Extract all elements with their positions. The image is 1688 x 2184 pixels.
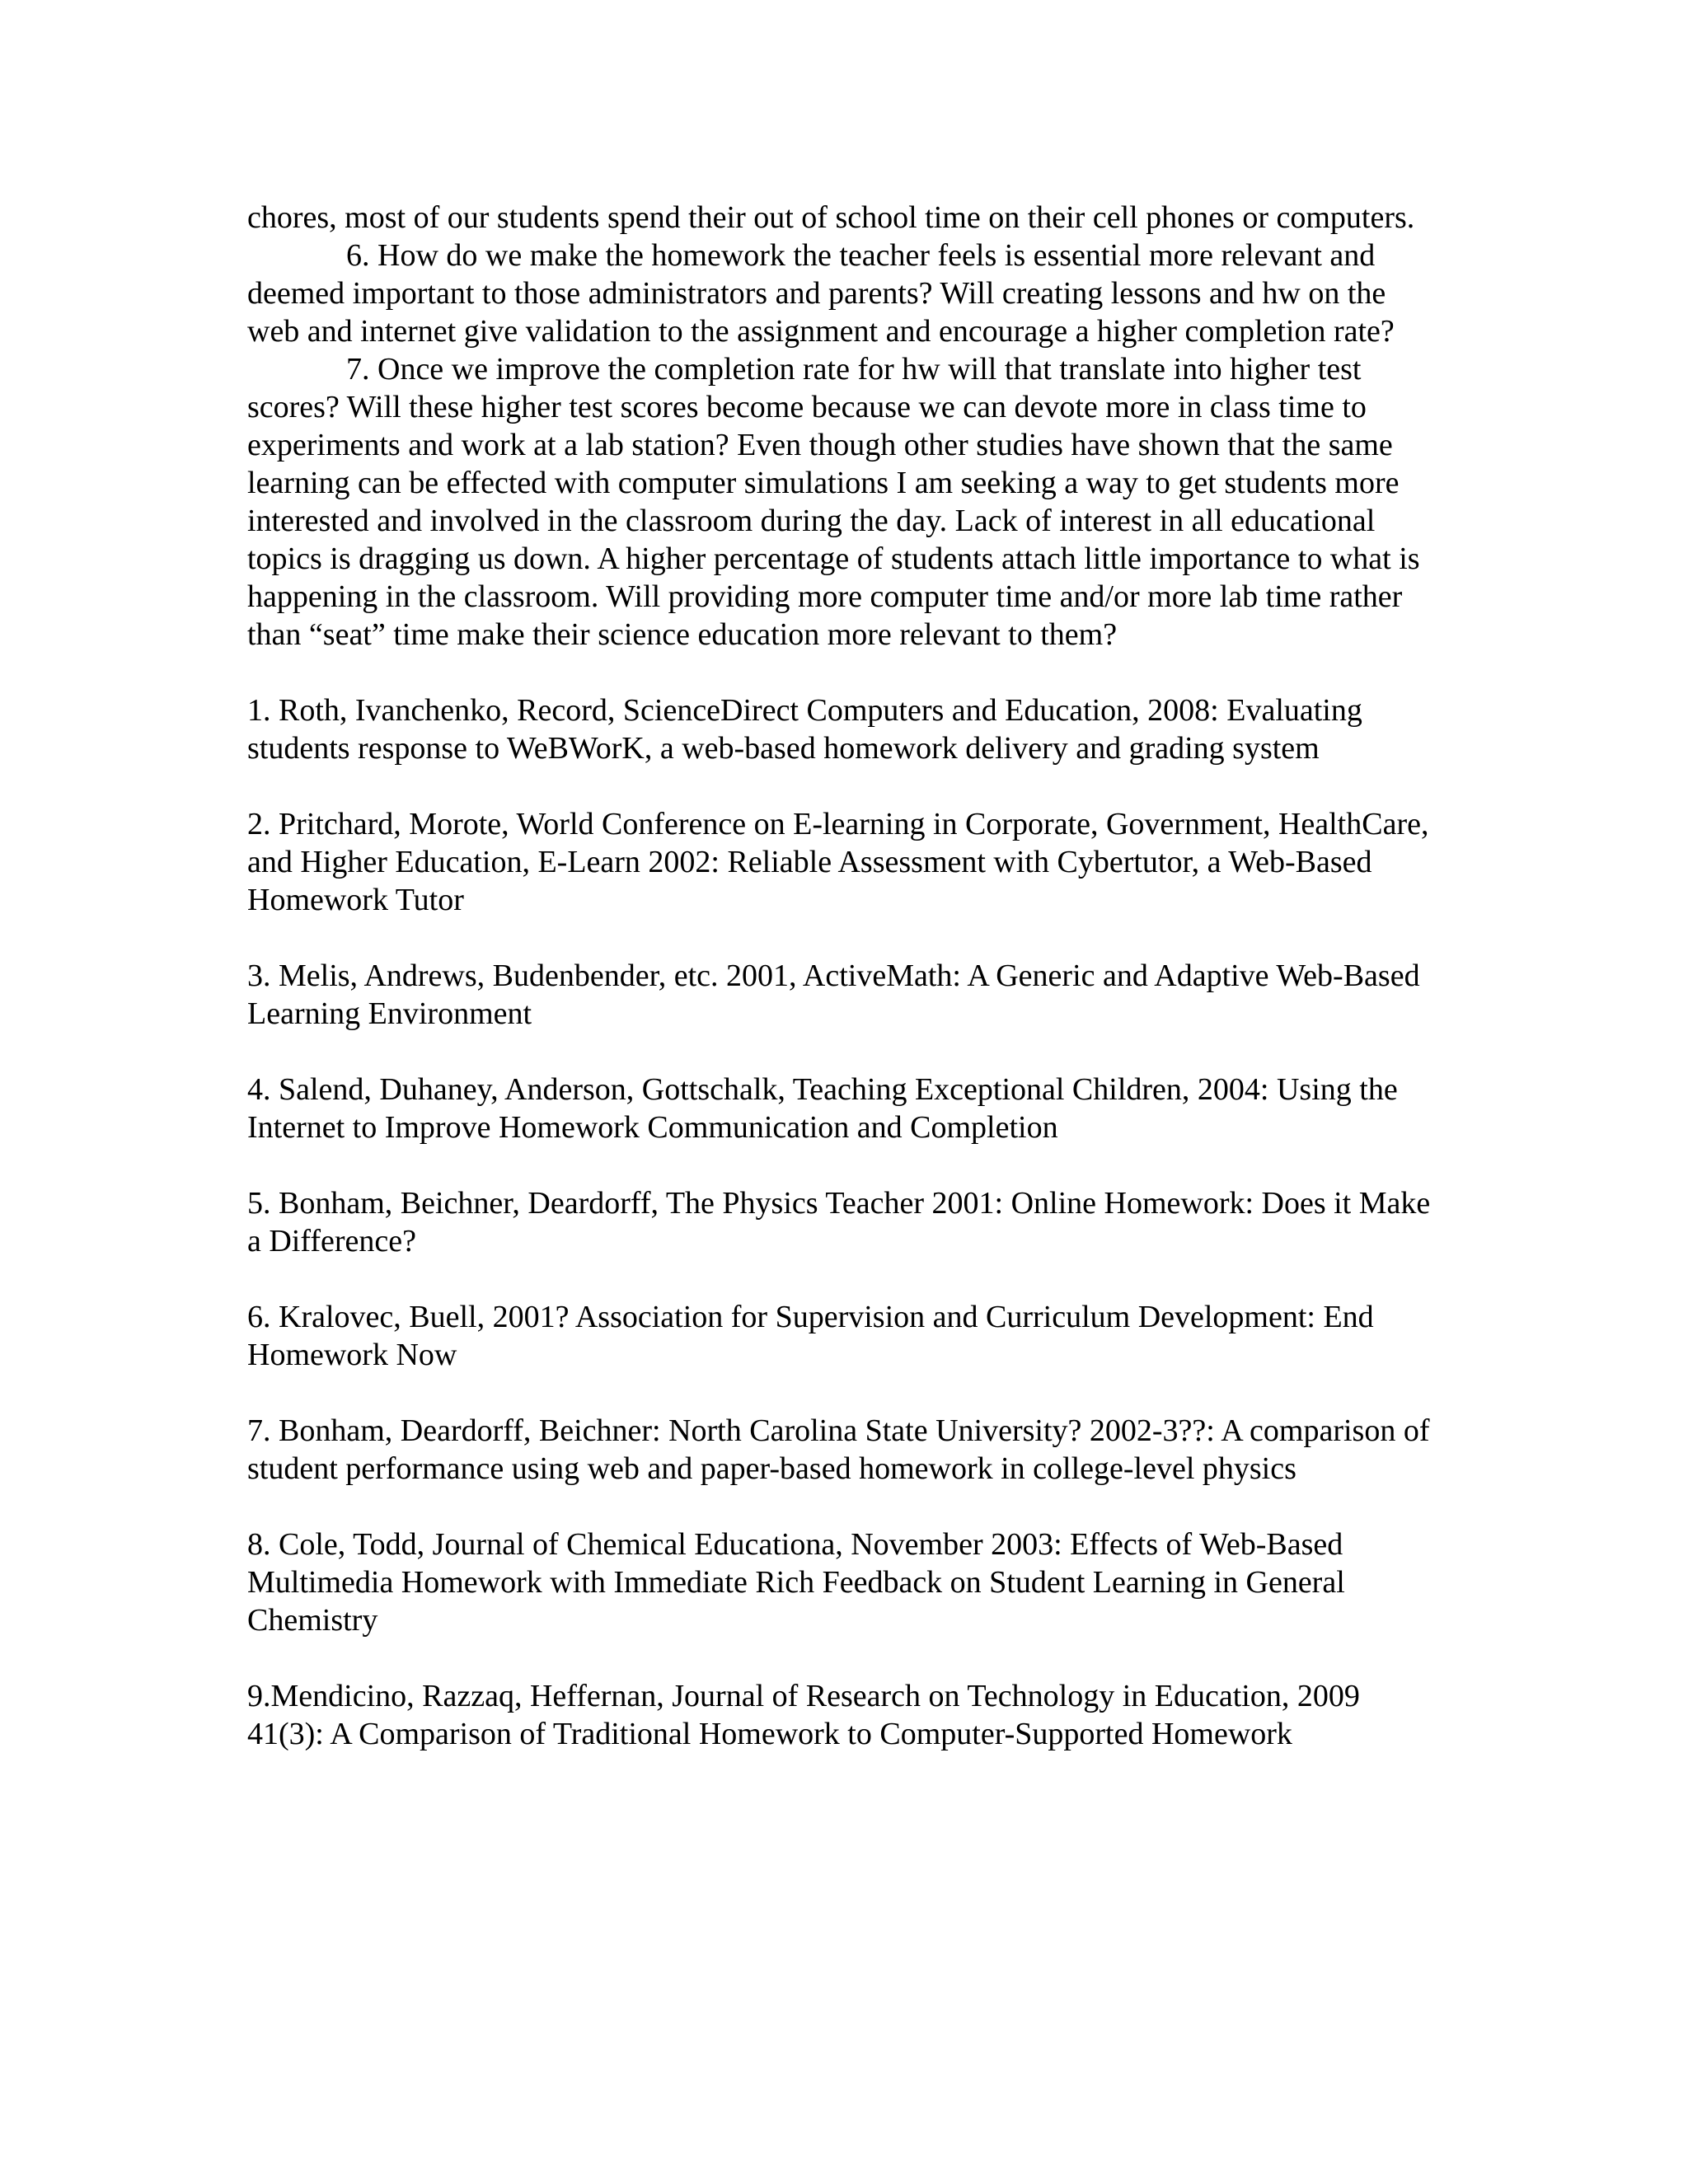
spacer [247,1639,1438,1677]
spacer [247,919,1438,957]
reference-item-9: 9.Mendicino, Razzaq, Heffernan, Journal of Research on Technology in Education, 2009 41(3): A Comparison of Traditional Homework to Computer-Supported Homework [247,1679,1360,1751]
reference-item-2: 2. Pritchard, Morote, World Conference on E-learning in Corporate, Government, HealthCare, and Higher Education, E-Learn 2002: Reliable Assessment with Cybertutor, a Web-Based Homework Tutor [247,807,1429,917]
spacer [247,1146,1438,1184]
reference-item-8: 8. Cole, Todd, Journal of Chemical Educationa, November 2003: Effects of Web-Based Multimedia Homework with Immediate Rich Feedback on Student Learning in General Chemistry [247,1527,1345,1638]
document-body [247,199,1438,1753]
spacer [247,654,1438,691]
reference-item-3: 3. Melis, Andrews, Budenbender, etc. 2001, ActiveMath: A Generic and Adaptive Web-Based Learning Environment [247,958,1420,1031]
spacer [247,767,1438,805]
spacer [247,1374,1438,1412]
question-6-paragraph: 6. How do we make the homework the teacher feels is essential more relevant and deemed important to those administrators and parents? Will creating lessons and hw on the web and internet give validation to the assignment and encourage a higher completion rate? [247,238,1395,349]
reference-item-6: 6. Kralovec, Buell, 2001? Association for Supervision and Curriculum Development: End Homework Now [247,1300,1374,1372]
reference-item-4: 4. Salend, Duhaney, Anderson, Gottschalk, Teaching Exceptional Children, 2004: Using the Internet to Improve Homework Communication and Completion [247,1072,1398,1145]
spacer [247,1033,1438,1071]
question-7-paragraph: 7. Once we improve the completion rate for hw will that translate into higher test scores? Will these higher test scores become because we can devote more in class time to experiments and work at a lab station? Even though other studies have shown that the same learning can be effected with computer simulations I am seeking a way to get students more interested and involved in the classroom during the day. Lack of interest in all educational topics is dragging us down. A higher percentage of students attach little importance to what is happening in the classroom. Will providing more computer time and/or more lab time rather than “seat” time make their science education more relevant to them? [247,352,1420,652]
reference-item-5: 5. Bonham, Beichner, Deardorff, The Physics Teacher 2001: Online Homework: Does it Make a Difference? [247,1186,1431,1258]
spacer [247,1488,1438,1526]
reference-item-1: 1. Roth, Ivanchenko, Record, ScienceDirect Computers and Education, 2008: Evaluating students response to WeBWorK, a web-based homework delivery and grading system [247,693,1362,766]
spacer [247,1260,1438,1298]
continuation-paragraph: chores, most of our students spend their out of school time on their cell phones or computers. [247,200,1415,235]
reference-item-7: 7. Bonham, Deardorff, Beichner: North Carolina State University? 2002-3??: A comparison of student performance using web and paper-based homework in college-level physics [247,1413,1430,1486]
